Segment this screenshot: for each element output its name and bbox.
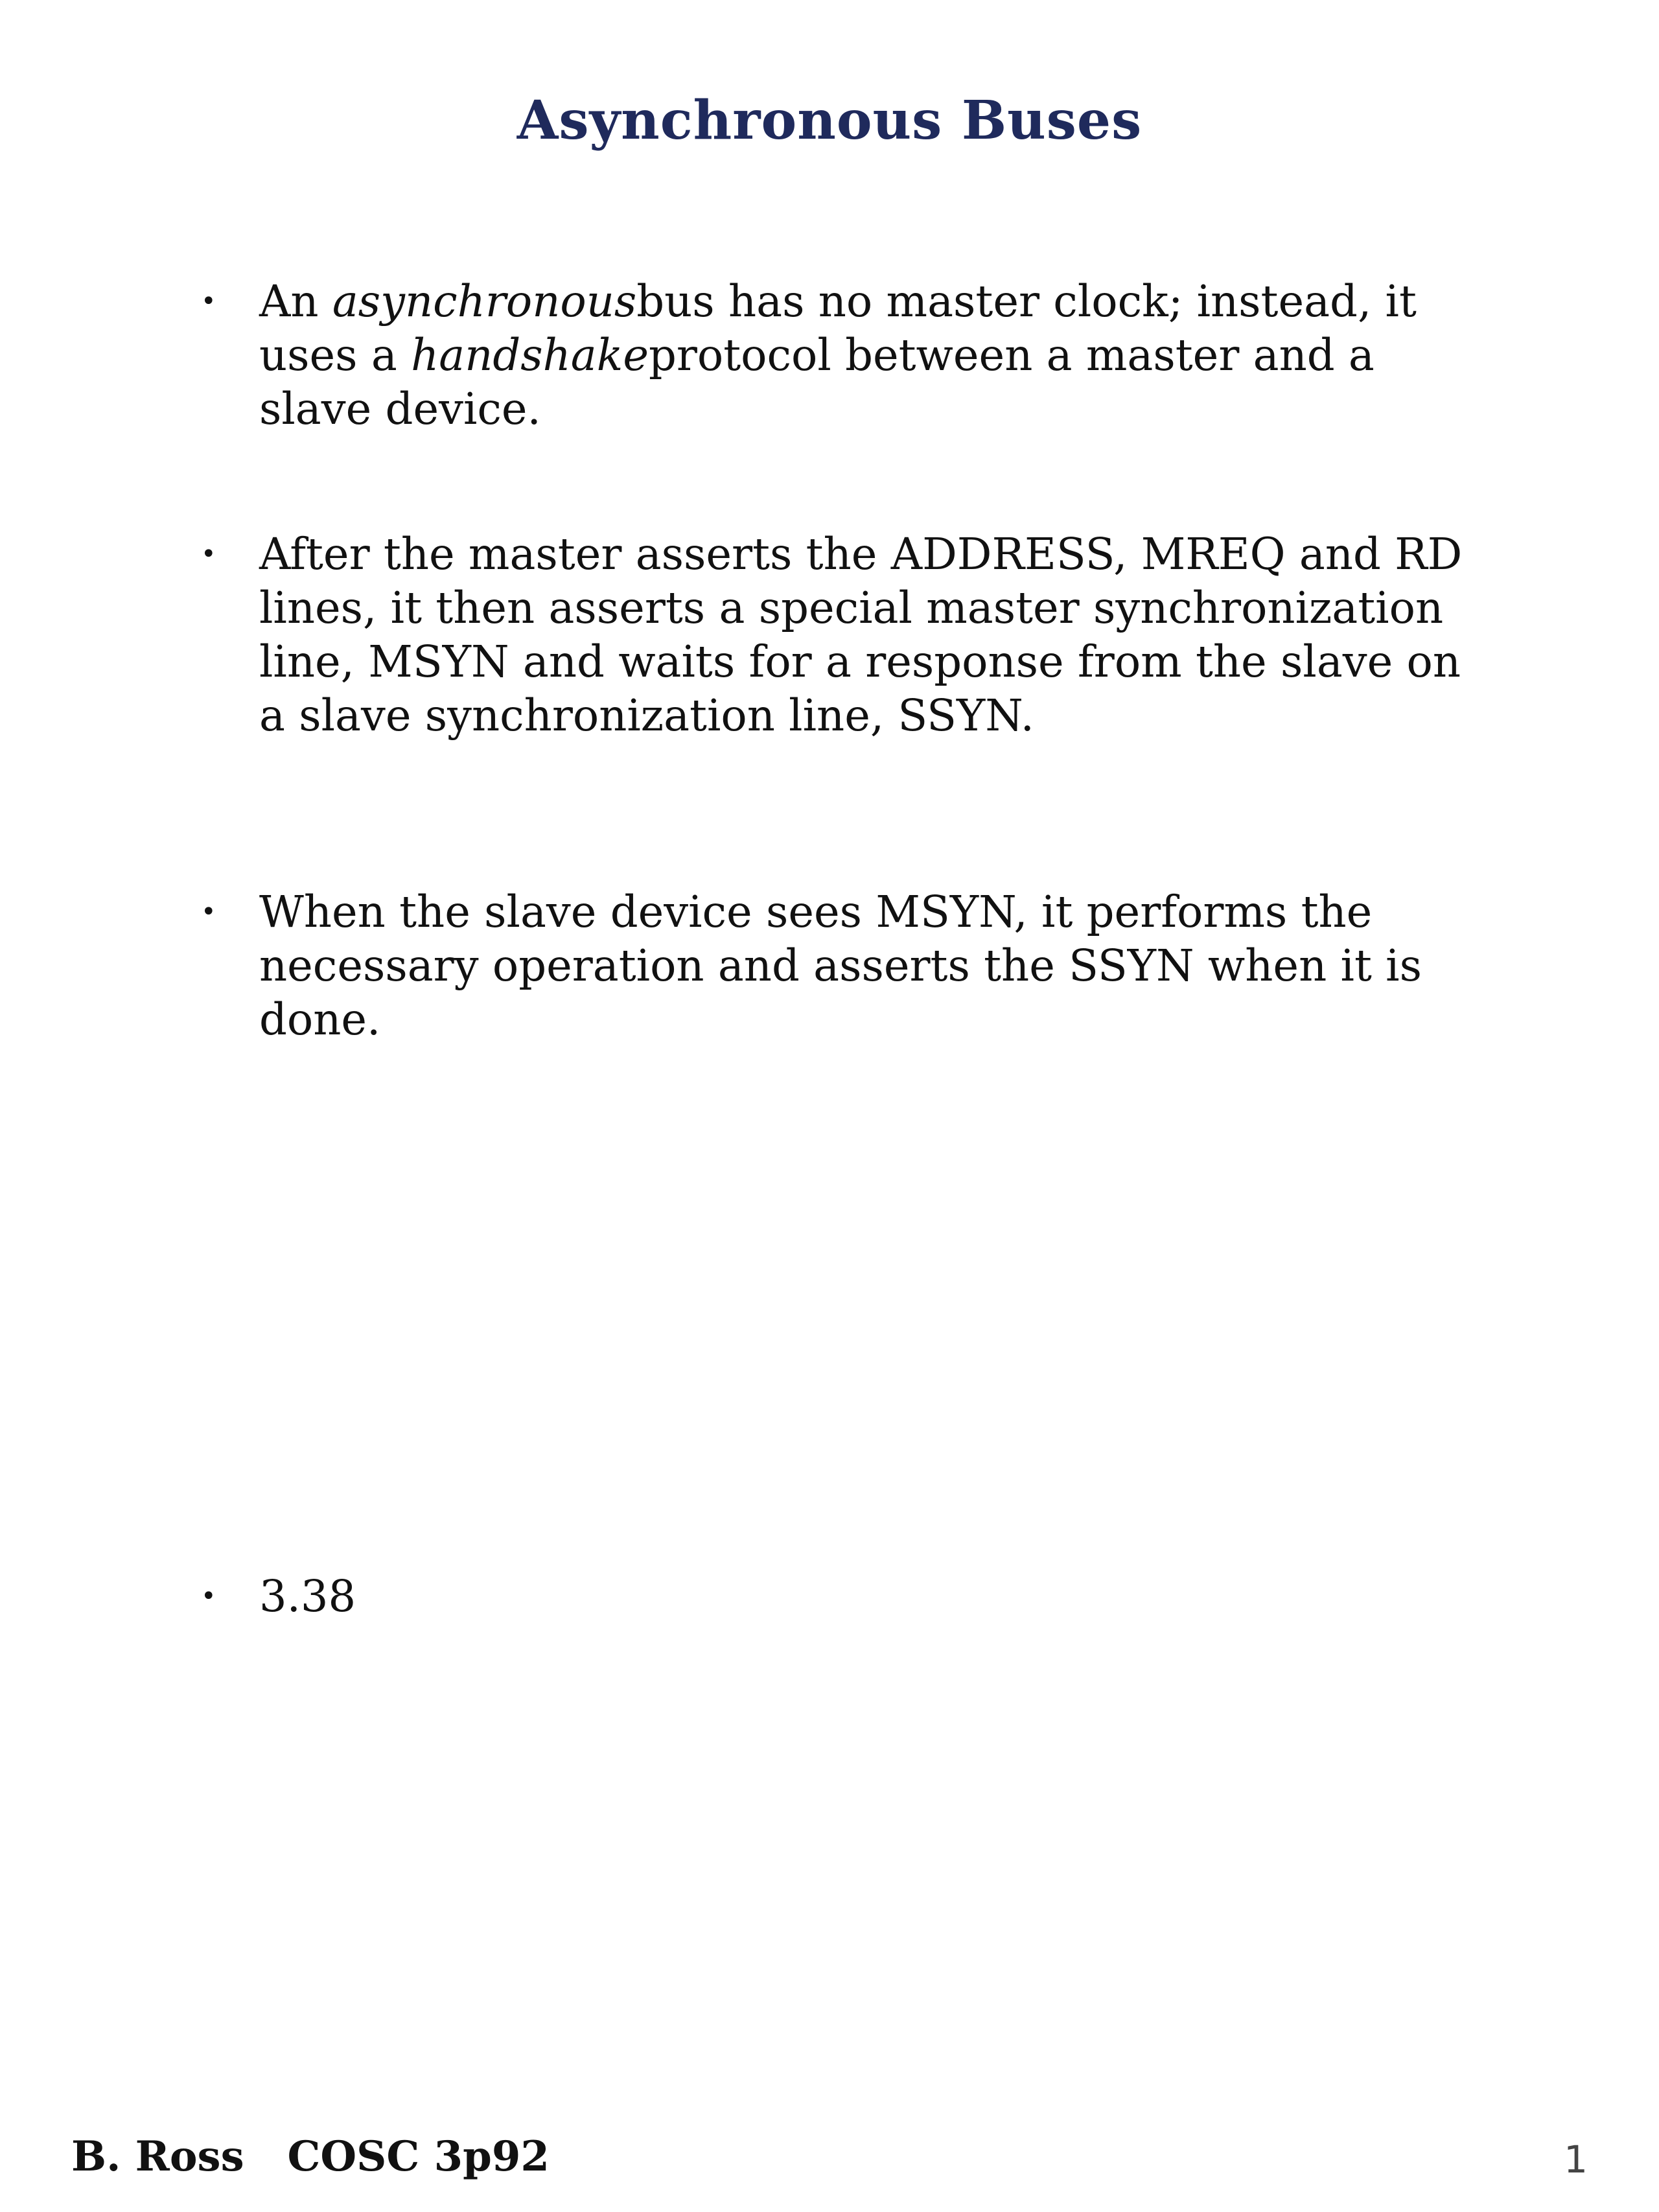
italic-term-handshake: handshake — [411, 330, 649, 380]
page-number: 1 — [1564, 2137, 1588, 2182]
bullet-marker: • — [201, 286, 216, 316]
bullet-text-3: When the slave device sees MSYN, it performs the necessary operation and asserts the SSYN when it is done. — [259, 887, 1422, 1045]
bullet-marker: • — [201, 897, 216, 927]
bullet-marker: • — [201, 1581, 216, 1611]
italic-term-asynchronous: asynchronous — [332, 276, 637, 327]
bullet-item-2 — [201, 528, 1497, 743]
slide-title: Asynchronous Buses — [516, 89, 1143, 152]
bullet-text-4: 3.38 — [259, 1571, 356, 1622]
bullet-text-2: After the master asserts the ADDRESS, MREQ and RD lines, it then asserts a special master synchronization line, MSYN and waits for a response from the slave on a slave synchronization line, SSYN. — [259, 529, 1463, 741]
bullet-text-1 — [259, 275, 1497, 436]
bullet-item-1 — [201, 275, 1497, 436]
footer-author-course: B. Ross COSC 3p92 — [71, 2132, 550, 2181]
text-run: An — [259, 276, 332, 327]
text-run: protocol between a master and a slave device. — [259, 330, 1375, 434]
text-run: bus has no master clock; instead, it uses a — [259, 276, 1417, 380]
bullet-item-4 — [201, 1570, 1497, 1624]
bullet-marker: • — [201, 539, 216, 569]
bullet-item-3 — [201, 885, 1497, 1047]
